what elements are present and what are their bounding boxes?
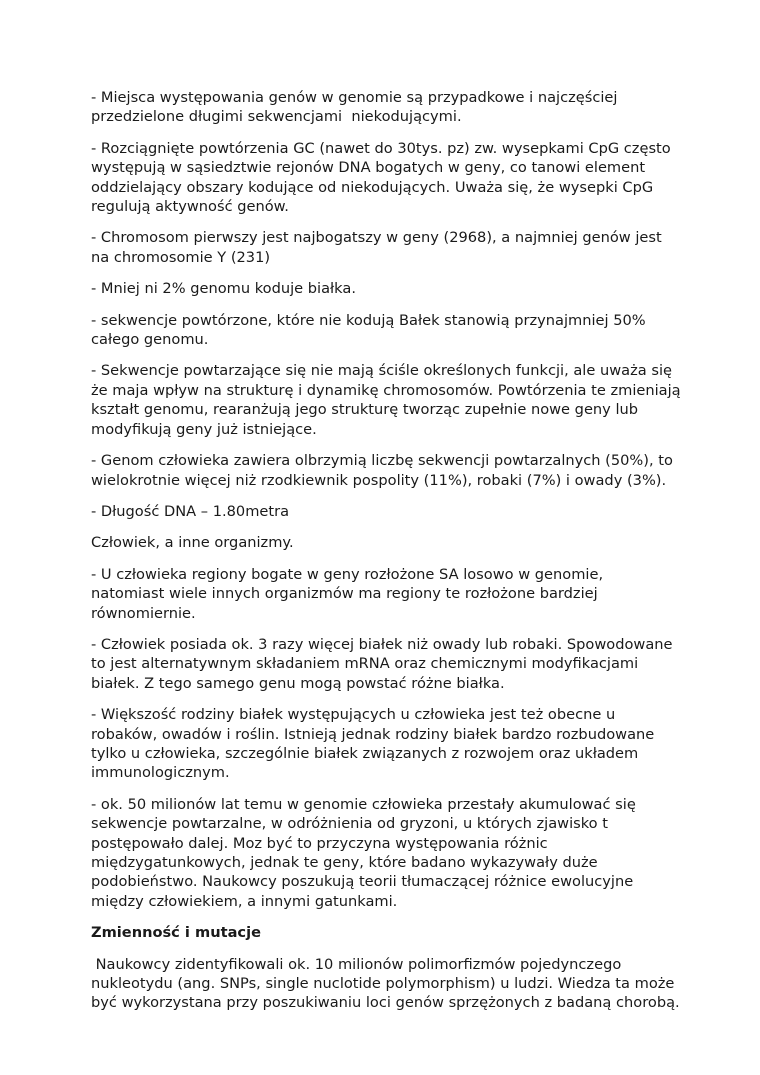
paragraph-human-vs-organisms: Człowiek, a inne organizmy. (91, 534, 294, 552)
paragraph-repeated-sequences: - sekwencje powtórzone, które nie kodują Bałek stanowią przynajmniej 50% całego genomu. (91, 311, 651, 349)
paragraph-repeat-percentages: - Genom człowieka zawiera olbrzymią liczbę sekwencji powtarzalnych (50%), to wielokrotnie więcej niż rzodkiewnik pospolity (11%), robaki (7%) i owady (3%). (91, 452, 678, 489)
paragraph-evolution: - ok. 50 milionów lat temu w genomie człowieka przestały akumulować się sekwencje powtarzalne, w odróżnienia od gryzoni, u których zjawisko t postępowało dalej. Moz być to przyczyna występowania różnic międzygatunkowych, jednak te geny, które badano wykazywały duże podobieństwo. Naukowcy poszukują teorii tłumaczącej różnice ewolucyjne między człowiekiem, a innymi gatunkami. (91, 795, 641, 910)
paragraph-protein-count: - Człowiek posiada ok. 3 razy więcej białek niż owady lub robaki. Spowodowane to jest alternatywnym składaniem mRNA oraz chemicznymi modyfikacjami białek. Z tego samego genu mogą powstać różne białka. (91, 635, 678, 692)
paragraph-gene-rich-regions: - U człowieka regiony bogate w geny rozłożone SA losowo w genomie, natomiast wiele innych organizmów ma regiony te rozłożone bardziej równomiernie. (91, 565, 608, 622)
paragraph-chromosome-gene-count: - Chromosom pierwszy jest najbogatszy w geny (2968), a najmniej genów jest na chromosomie Y (231) (91, 229, 667, 266)
paragraph-snps: Naukowcy zidentyfikowali ok. 10 milionów polimorfizmów pojedynczego nukleotydu (ang. SNPs, single nuclotide polymorphism) u ludzi. Wiedza ta może być wykorzystana przy poszukiwaniu loci genów sprzężonych z badaną chorobą. (91, 955, 680, 1012)
paragraph-cpg-islands: - Rozciągnięte powtórzenia GC (nawet do 30tys. pz) zw. wysepkami CpG często występują w sąsiedztwie rejonów DNA bogatych w geny, co tanowi element oddzielający obszary kodujące od niekodujących. Uważa się, że wysepki CpG regulują aktywność genów. (91, 139, 676, 216)
paragraph-gene-locations: - Miejsca występowania genów w genomie są przypadkowe i najczęściej przedzielone długimi sekwencjami niekodującymi. (91, 89, 623, 126)
document-page (91, 88, 686, 1025)
paragraph-protein-coding: - Mniej ni 2% genomu koduje białka. (91, 280, 356, 298)
paragraph-dna-length: - Długość DNA – 1.80metra (91, 502, 290, 520)
section-heading: Zmienność i mutacje (91, 924, 261, 942)
paragraph-repeat-function: - Sekwencje powtarzające się nie mają ściśle określonych funkcji, ale uważa się że maja wpływ na strukturę i dynamikę chromosomów. Powtórzenia te zmieniają kształt genomu, rearanżują jego strukturę tworząc zupełnie nowe geny lub modyfikują geny już istniejące. (91, 362, 686, 438)
paragraph-protein-families: - Większość rodziny białek występujących u człowieka jest też obecne u robaków, owadów i roślin. Istnieją jednak rodziny białek bardzo rozbudowane tylko u człowieka, szczególnie białek związanych z rozwojem oraz układem immunologicznym. (91, 706, 659, 782)
